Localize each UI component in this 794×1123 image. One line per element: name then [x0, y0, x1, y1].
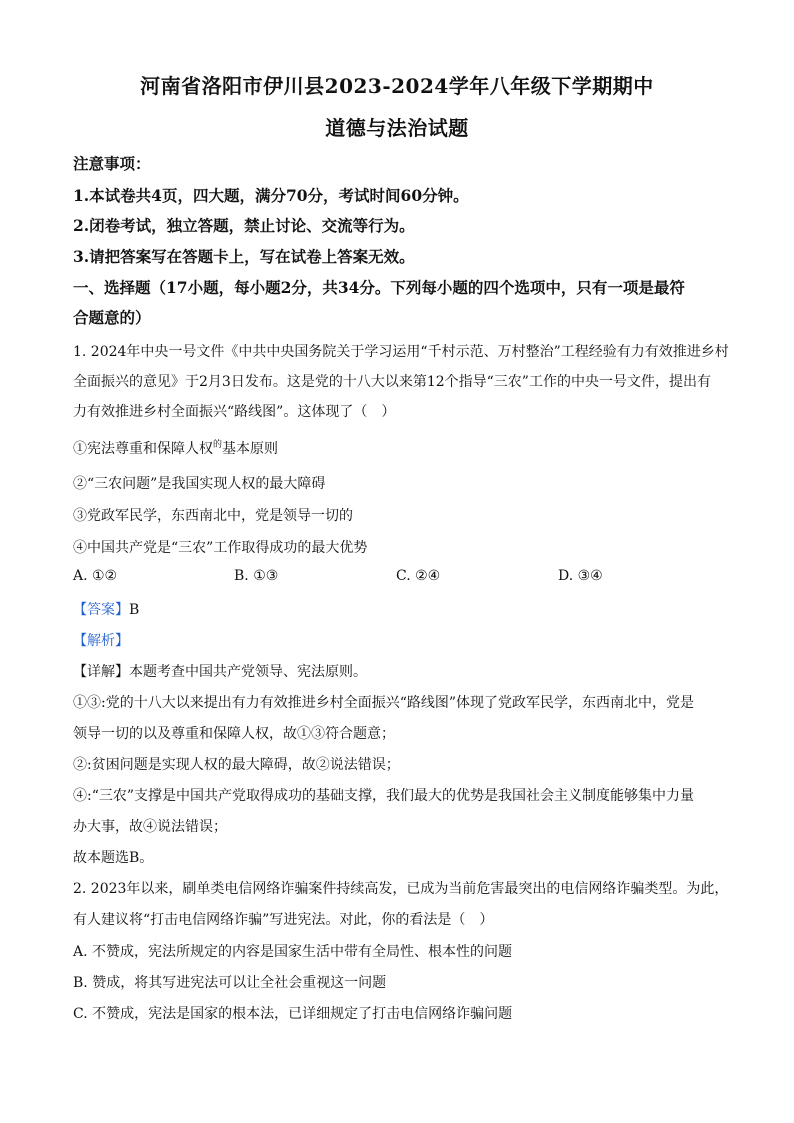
q1-statement-1-text-a: ①宪法尊重和保障人权: [73, 441, 213, 457]
q1-detail-line5: ④:“三农”支撑是中国共产党取得成功的基础支撑，我们最大的优势是我国社会主义制度能够集中力量: [73, 788, 695, 804]
section1-heading-line2: 合题意的）: [73, 308, 151, 327]
q2-option-a: A. 不赞成，宪法所规定的内容是国家生活中带有全局性、根本性的问题: [73, 944, 513, 960]
q1-answer-value: B: [129, 602, 140, 618]
q1-detail-line6: 办大事，故④说法错误；: [73, 819, 227, 835]
q1-detail-line1: 【详解】本题考查中国共产党领导、宪法原则。: [73, 664, 367, 680]
q1-detail-line7: 故本题选B。: [73, 850, 154, 866]
q1-stem-line2: 全面振兴的意见》于2月3日发布。这是党的十八大以来第12个指导“三农”工作的中央一号文件，提出有: [73, 374, 711, 390]
note-item-3: 3.请把答案写在答题卡上，写在试卷上答案无效。: [73, 247, 415, 266]
q1-answer-label: 【答案】: [73, 602, 129, 618]
q1-statement-1-superscript: 的: [213, 440, 223, 450]
exam-title-line1: 河南省洛阳市伊川县2023-2024学年八年级下学期期中: [140, 74, 654, 98]
q1-stem-line3: 力有效推进乡村全面振兴“路线图”。这体现了（ ）: [73, 404, 396, 420]
note-item-2: 2.闭卷考试，独立答题，禁止讨论、交流等行为。: [73, 216, 415, 235]
q1-detail-line3: 领导一切的以及尊重和保障人权，故①③符合题意；: [73, 726, 395, 742]
q1-statement-2: ②“三农问题”是我国实现人权的最大障碍: [73, 476, 326, 492]
q1-statement-4: ④中国共产党是“三农”工作取得成功的最大优势: [73, 540, 368, 556]
q2-stem-line1: 2. 2023年以来，刷单类电信网络诈骗案件持续高发，已成为当前危害最突出的电信网络诈骗类型。为此，: [73, 881, 729, 897]
q1-option-b: B. ①③: [234, 568, 279, 584]
q1-detail-line4: ②:贫困问题是实现人权的最大障碍，故②说法错误；: [73, 757, 400, 773]
note-item-1: 1.本试卷共4页，四大题，满分70分，考试时间60分钟。: [73, 186, 469, 205]
q1-detail-line2: ①③:党的十八大以来提出有力有效推进乡村全面振兴“路线图”体现了党政军民学，东西南北中，党是: [73, 695, 695, 711]
exam-title-line2: 道德与法治试题: [325, 116, 469, 140]
q1-option-a: A. ①②: [73, 568, 118, 584]
q1-analysis-label: 【解析】: [73, 633, 129, 649]
q1-option-d: D. ③④: [558, 568, 603, 584]
notes-heading: 注意事项：: [73, 154, 151, 173]
q1-statement-1: [73, 438, 723, 458]
q1-statement-1-text-b: 基本原则: [222, 441, 279, 457]
q1-statement-3: ③党政军民学，东西南北中，党是领导一切的: [73, 508, 353, 524]
q2-option-b: B. 赞成，将其写进宪法可以让全社会重视这一问题: [73, 975, 387, 991]
q2-stem-line2: 有人建议将“打击电信网络诈骗”写进宪法。对此，你的看法是（ ）: [73, 912, 494, 928]
section1-heading-line1: 一、选择题（17小题，每小题2分，共34分。下列每小题的四个选项中，只有一项是最符: [73, 278, 685, 297]
q1-option-c: C. ②④: [396, 568, 441, 584]
q1-answer: [73, 599, 723, 619]
q2-option-c: C. 不赞成，宪法是国家的根本法，已详细规定了打击电信网络诈骗问题: [73, 1006, 513, 1022]
q1-stem-line1: 1. 2024年中央一号文件《中共中央国务院关于学习运用“千村示范、万村整治”工程经验有力有效推进乡村: [73, 344, 729, 360]
